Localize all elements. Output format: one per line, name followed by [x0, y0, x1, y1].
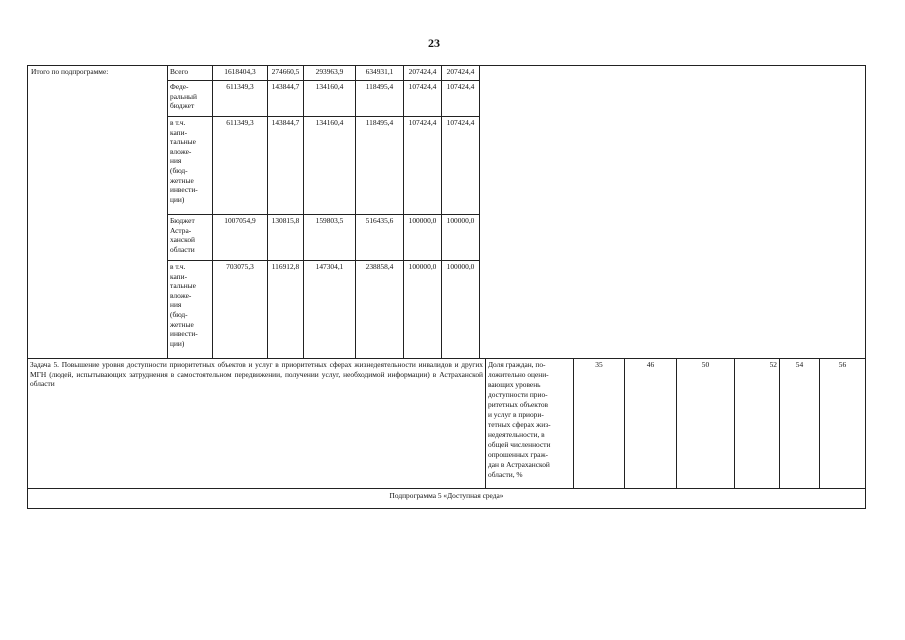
value-cell: 634931,1: [356, 66, 404, 81]
empty-area: [480, 66, 866, 359]
target-value-cell: 52: [735, 359, 780, 489]
budget-table: [27, 65, 866, 509]
target-value-cell: 46: [625, 359, 677, 489]
value-cell: 134160,4: [304, 81, 356, 117]
value-cell: 116912,8: [268, 261, 304, 359]
value-cell: 274660,5: [268, 66, 304, 81]
value-cell: 130815,8: [268, 215, 304, 261]
row-name-cell: в т.ч. капи- тальные вложе- ния (бюд- жетные инвести- ции): [168, 261, 213, 359]
task5-indicator: Доля граждан, по- ложительно оцени- вающих уровень доступности прио- ритетных объектов и услуг в приори- тетных сферах жиз- недеятельности, в общей численности опрошенных граж- дан в Астраханской области, %: [486, 359, 574, 489]
task5-text: Задача 5. Повышение уровня доступности приоритетных объектов и услуг в приоритетных сферах жизнедеятельности инвалидов и других МГН (людей, испытывающих затруднения в самостоятельном передвижении, получении услуг, необходимой информации) в Астраханской области: [28, 359, 486, 489]
value-cell: 293963,9: [304, 66, 356, 81]
value-cell: 100000,0: [404, 215, 442, 261]
value-cell: 703075,3: [213, 261, 268, 359]
value-cell: 107424,4: [404, 117, 442, 215]
value-cell: 143844,7: [268, 117, 304, 215]
table-row: [28, 359, 866, 489]
row-name-cell: в т.ч. капи- тальные вложе- ния (бюд- жетные инвести- ции): [168, 117, 213, 215]
target-value-cell: 54: [780, 359, 820, 489]
target-value-cell: 50: [677, 359, 735, 489]
value-cell: 143844,7: [268, 81, 304, 117]
subprogram-heading: Подпрограмма 5 «Доступная среда»: [28, 489, 866, 509]
row-name-cell: Бюджет Астра- ханской области: [168, 215, 213, 261]
value-cell: 100000,0: [442, 261, 480, 359]
value-cell: 118495,4: [356, 81, 404, 117]
subprogram-total-label: Итого по подпрограмме:: [28, 66, 168, 359]
value-cell: 207424,4: [404, 66, 442, 81]
page-number: 23: [428, 36, 440, 50]
value-cell: 100000,0: [442, 215, 480, 261]
value-cell: 107424,4: [442, 117, 480, 215]
value-cell: 147304,1: [304, 261, 356, 359]
table-row: [28, 489, 866, 509]
value-cell: 1007054,9: [213, 215, 268, 261]
value-cell: 159803,5: [304, 215, 356, 261]
value-cell: 118495,4: [356, 117, 404, 215]
row-name-cell: Феде- ральный бюджет: [168, 81, 213, 117]
value-cell: 107424,4: [442, 81, 480, 117]
value-cell: 238858,4: [356, 261, 404, 359]
target-value-cell: 56: [820, 359, 866, 489]
value-cell: 100000,0: [404, 261, 442, 359]
table-row: [28, 66, 866, 81]
value-cell: 516435,6: [356, 215, 404, 261]
value-cell: 611349,3: [213, 81, 268, 117]
target-value-cell: 35: [574, 359, 625, 489]
value-cell: 207424,4: [442, 66, 480, 81]
value-cell: 134160,4: [304, 117, 356, 215]
value-cell: 611349,3: [213, 117, 268, 215]
value-cell: 107424,4: [404, 81, 442, 117]
value-cell: 1618404,3: [213, 66, 268, 81]
row-name-cell: Всего: [168, 66, 213, 81]
